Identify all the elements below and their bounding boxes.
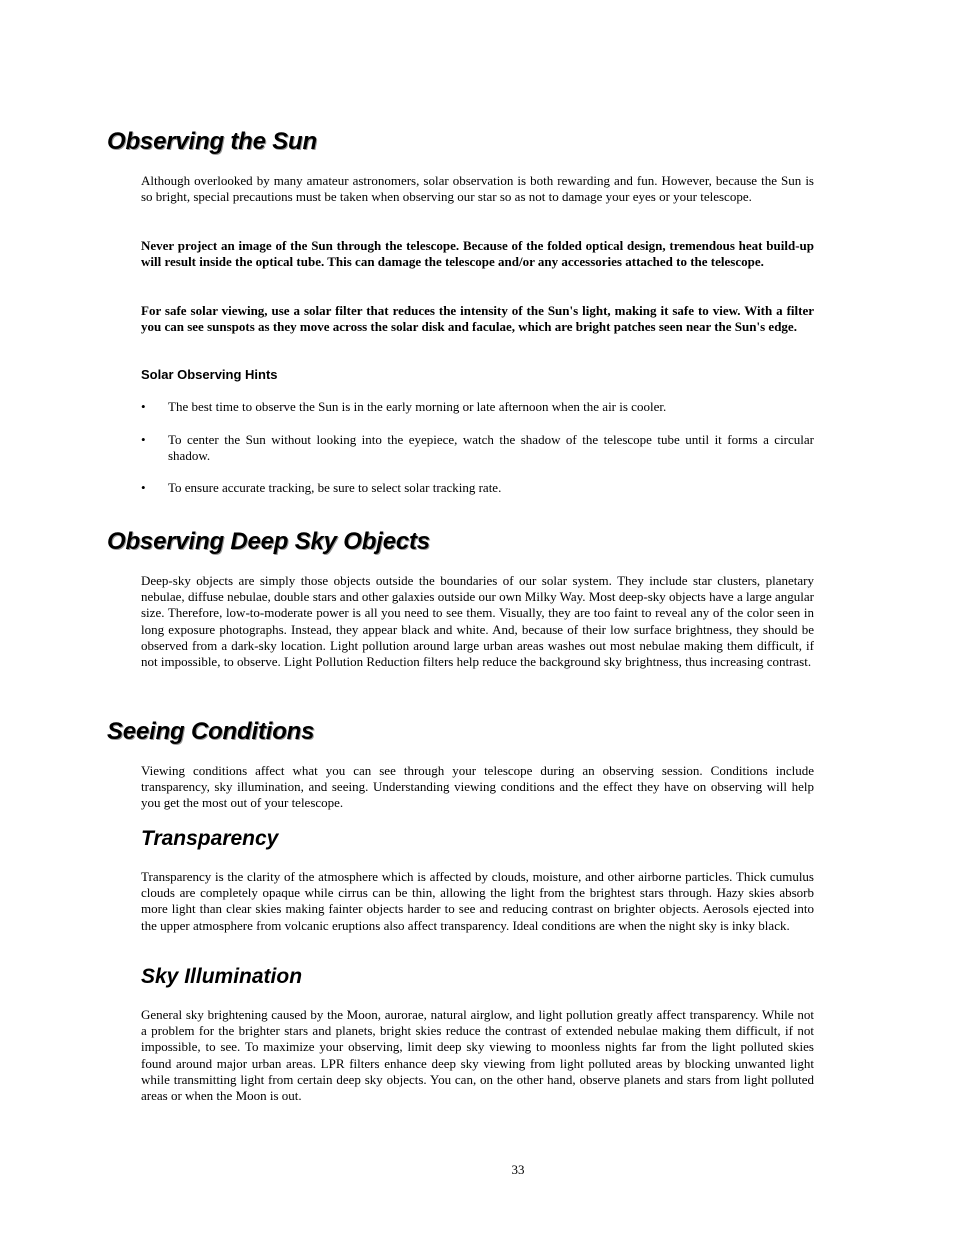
sun-intro-paragraph: Although overlooked by many amateur astronomers, solar observation is both rewarding and fun. However, because the Sun is so bright, special precautions must be taken when observing our star so as not to damage your eyes or your telescope. [141,173,814,205]
heading-observing-the-sun: Observing the Sun [107,128,317,155]
heading-sky-illumination: Sky Illumination [141,965,303,988]
heading-solar-observing-hints: Solar Observing Hints [141,367,278,382]
seeing-conditions-paragraph: Viewing conditions affect what you can see through your telescope during an observing session. Conditions include transparency, sky illumination, and seeing. Understanding viewing conditions and the effect they have on observing will help you get the most out of your telescope. [141,763,814,811]
hint-text: To center the Sun without looking into the eyepiece, watch the shadow of the telescope tube until it forms a circular shadow. [168,432,814,464]
transparency-paragraph: Transparency is the clarity of the atmosphere which is affected by clouds, moisture, and other airborne particles. Thick cumulus clouds are completely opaque while cirrus can be thin, allowing the light from the brightest stars through. Hazy skies absorb more light than clear skies making fainter objects harder to see and reducing contrast on brighter objects. Aerosols ejected into the upper atmosphere from volcanic eruptions also affect transparency. Ideal conditions are when the night sky is inky black. [141,869,814,933]
hint-list-item [141,399,814,415]
bullet-icon: • [141,480,146,495]
heading-seeing-conditions: Seeing Conditions [107,718,315,745]
sky-illumination-paragraph: General sky brightening caused by the Moon, aurorae, natural airglow, and light pollution greatly affect transparency. While not a problem for the brighter stars and planets, bright skies reduce the contrast of extended nebulae making them difficult, if not impossible, to see. To maximize your observing, limit deep sky viewing to moonless nights far from the light polluted skies found around major urban areas. LPR filters enhance deep sky viewing from light polluted areas by blocking unwanted light while transmitting light from certain deep sky objects. You can, on the other hand, observe planets and stars from light polluted areas or when the Moon is out. [141,1007,814,1104]
page-number: 33 [511,1162,525,1177]
hint-text: The best time to observe the Sun is in the early morning or late afternoon when the air is cooler. [168,399,667,414]
hint-text: To ensure accurate tracking, be sure to select solar tracking rate. [168,480,502,495]
bullet-icon: • [141,399,146,414]
sun-filter-paragraph: For safe solar viewing, use a solar filter that reduces the intensity of the Sun's light, making it safe to view. With a filter you can see sunspots as they move across the solar disk and faculae, which are bright patches seen near the Sun's edge. [141,303,814,335]
bullet-icon: • [141,432,146,447]
deep-sky-paragraph: Deep-sky objects are simply those objects outside the boundaries of our solar system. They include star clusters, planetary nebulae, diffuse nebulae, double stars and other galaxies outside our own Milky Way. Most deep-sky objects have a large angular size. Therefore, low-to-moderate power is all you need to see them. Visually, they are too faint to reveal any of the color seen in long exposure photographs. Instead, they appear black and white. And, because of their low surface brightness, they should be observed from a dark-sky location. Light pollution around large urban areas washes out most nebulae making them difficult, if not impossible, to observe. Light Pollution Reduction filters help reduce the background sky brightness, thus increasing contrast. [141,573,814,670]
hint-list-item [141,432,814,464]
sun-warning-paragraph: Never project an image of the Sun through the telescope. Because of the folded optical design, tremendous heat build-up will result inside the optical tube. This can damage the telescope and/or any accessories attached to the telescope. [141,238,814,270]
heading-transparency: Transparency [141,827,279,850]
heading-observing-deep-sky-objects: Observing Deep Sky Objects [107,528,430,555]
hint-list-item [141,480,814,496]
